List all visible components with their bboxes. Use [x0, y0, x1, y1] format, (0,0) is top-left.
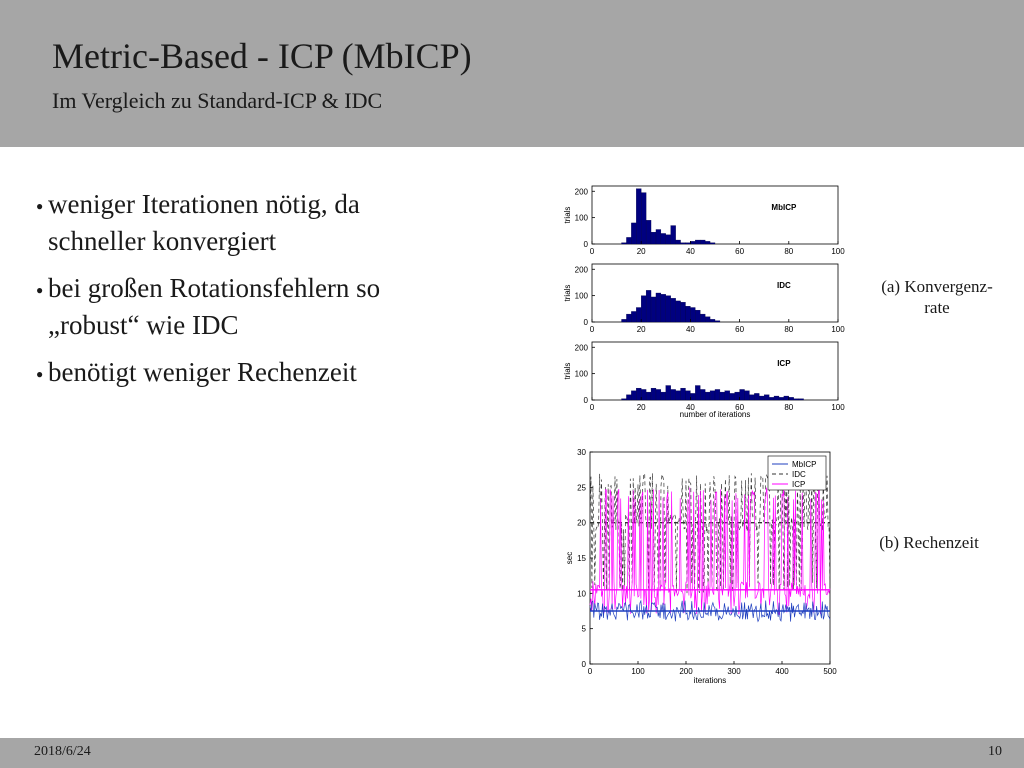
- series-line-icp: [590, 488, 830, 615]
- bullet-text: bei großen Rotationsfehlern so: [48, 273, 381, 303]
- histogram-bar: [730, 393, 735, 400]
- histogram-bar: [646, 290, 651, 322]
- histogram-bar: [794, 399, 799, 400]
- y-tick-label: 100: [574, 213, 588, 223]
- x-tick-label: 60: [735, 325, 745, 334]
- x-tick-label: 20: [636, 247, 646, 256]
- histogram-bar: [685, 306, 690, 322]
- histogram-bar: [666, 386, 671, 401]
- histogram-bar: [710, 391, 715, 400]
- histogram-bar: [705, 317, 710, 322]
- histogram-bar: [715, 321, 720, 322]
- histogram-bar: [641, 193, 646, 244]
- y-tick-label: 10: [577, 589, 586, 599]
- y-axis-label: trials: [563, 362, 572, 380]
- x-tick-label: 20: [636, 403, 646, 412]
- histogram-bar: [690, 241, 695, 244]
- bullet-text: weniger Iterationen nötig, da: [48, 189, 360, 219]
- x-tick-label: 60: [735, 403, 745, 412]
- histogram-bar: [725, 391, 730, 400]
- histogram-bar: [720, 392, 725, 400]
- histogram-bar: [676, 391, 681, 400]
- histogram-bar: [651, 388, 656, 400]
- bullet-item: [36, 270, 506, 344]
- slide-header: [0, 0, 1024, 147]
- bullet-text: schneller konvergiert: [48, 226, 277, 256]
- histogram-bar: [671, 389, 676, 400]
- histogram-bar: [700, 314, 705, 322]
- x-tick-label: 100: [831, 247, 845, 256]
- histogram-bar: [646, 220, 651, 244]
- legend-label: ICP: [792, 480, 806, 489]
- x-tick-label: 60: [735, 247, 745, 256]
- histogram-bar: [666, 296, 671, 322]
- caption-text: (b) Rechenzeit: [879, 533, 979, 552]
- histogram-bar: [690, 393, 695, 400]
- histogram-bar: [705, 392, 710, 400]
- bullet-list: [36, 186, 506, 403]
- histogram-bar: [784, 396, 789, 400]
- y-tick-label: 30: [577, 448, 586, 457]
- y-tick-label: 100: [574, 369, 588, 379]
- x-tick-label: 40: [685, 403, 695, 412]
- y-tick-label: 0: [583, 240, 588, 249]
- y-axis-label: trials: [563, 284, 572, 302]
- x-tick-label: 200: [679, 667, 693, 676]
- histogram-bar: [656, 230, 661, 245]
- histogram-bar: [651, 232, 656, 244]
- histogram-bar: [622, 319, 627, 322]
- histogram-bar: [676, 301, 681, 322]
- bullet-dot-icon: ●: [36, 367, 44, 381]
- histogram-bar: [661, 233, 666, 244]
- histogram-bar: [745, 391, 750, 400]
- legend-label: IDC: [792, 470, 806, 479]
- histogram-bar: [671, 226, 676, 244]
- histogram-bar: [631, 311, 636, 322]
- histogram-bar: [759, 396, 764, 400]
- histogram-bar: [631, 223, 636, 244]
- x-tick-label: 500: [823, 667, 837, 676]
- histogram-bar: [661, 392, 666, 400]
- x-tick-label: 100: [631, 667, 645, 676]
- histogram-bar: [631, 391, 636, 400]
- x-tick-label: 0: [589, 403, 595, 412]
- histogram-bar: [636, 308, 641, 323]
- histogram-panel-idc: [563, 264, 845, 334]
- histogram-bar: [656, 293, 661, 322]
- histogram-bar: [681, 302, 686, 322]
- histogram-panels: [556, 180, 856, 425]
- histogram-bar: [666, 235, 671, 244]
- histogram-bar: [715, 389, 720, 400]
- bullet-dot-icon: ●: [36, 199, 44, 213]
- x-tick-label: 300: [727, 667, 741, 676]
- histogram-bar: [695, 386, 700, 401]
- x-tick-label: 40: [685, 325, 695, 334]
- histogram-bar: [705, 241, 710, 244]
- histogram-bar: [685, 391, 690, 400]
- histogram-bar: [681, 243, 686, 244]
- caption-convergence: [862, 276, 1012, 318]
- y-tick-label: 0: [583, 396, 588, 405]
- footer-date: 2018/6/24: [34, 744, 91, 759]
- histogram-bar: [695, 310, 700, 322]
- y-tick-label: 200: [574, 265, 588, 275]
- histogram-bar: [690, 308, 695, 323]
- histogram-bar: [641, 389, 646, 400]
- caption-text: rate: [924, 298, 950, 317]
- bullet-item: [36, 354, 506, 393]
- histogram-bar: [641, 296, 646, 322]
- x-tick-label: 20: [636, 325, 646, 334]
- caption-text: (a) Konvergenz-: [881, 277, 993, 296]
- y-tick-label: 200: [574, 343, 588, 353]
- histogram-bar: [671, 298, 676, 322]
- histogram-bar: [626, 395, 631, 400]
- histogram-bar: [626, 237, 631, 244]
- panel-label: MbICP: [771, 203, 797, 212]
- caption-runtime: [856, 532, 1002, 553]
- histogram-bar: [735, 392, 740, 400]
- histogram-bar: [700, 240, 705, 244]
- x-tick-label: 0: [589, 325, 595, 334]
- y-tick-label: 25: [577, 483, 586, 493]
- y-tick-label: 100: [574, 291, 588, 301]
- plot-frame: [592, 186, 838, 244]
- histogram-bar: [769, 397, 774, 400]
- slide-subtitle: Im Vergleich zu Standard-ICP & IDC: [52, 88, 383, 113]
- histogram-bar: [636, 189, 641, 244]
- y-tick-label: 5: [581, 624, 586, 634]
- histogram-bar: [626, 314, 631, 322]
- panel-label: ICP: [777, 359, 791, 368]
- x-tick-label: 80: [784, 325, 794, 334]
- bullet-text: „robust“ wie IDC: [48, 310, 239, 340]
- histogram-bar: [651, 297, 656, 322]
- y-axis-label: trials: [563, 206, 572, 224]
- y-tick-label: 0: [583, 318, 588, 327]
- y-tick-label: 20: [577, 518, 586, 528]
- histogram-bar: [661, 294, 666, 322]
- runtime-line-chart: [556, 440, 846, 690]
- histogram-bar: [764, 395, 769, 400]
- x-tick-label: 40: [685, 247, 695, 256]
- x-axis-label: number of iterations: [679, 410, 751, 419]
- histogram-bar: [646, 392, 651, 400]
- chart-legend: [768, 456, 826, 490]
- x-tick-label: 0: [589, 247, 595, 256]
- histogram-bar: [754, 393, 759, 400]
- histogram-bar: [740, 389, 745, 400]
- histogram-bar: [636, 388, 641, 400]
- histogram-bar: [676, 240, 681, 244]
- histogram-bar: [774, 396, 779, 400]
- x-axis-label: iterations: [693, 676, 727, 685]
- slide-title: Metric-Based - ICP (MbICP): [52, 36, 472, 76]
- y-tick-label: 200: [574, 187, 588, 197]
- bullet-item: [36, 186, 506, 260]
- plot-frame: [592, 264, 838, 322]
- histogram-bar: [710, 319, 715, 322]
- histogram-bar: [695, 240, 700, 244]
- histogram-bar: [622, 399, 627, 400]
- y-axis-label: sec: [565, 551, 574, 565]
- x-tick-label: 100: [831, 325, 845, 334]
- histogram-panel-icp: [563, 342, 845, 419]
- histogram-bar: [799, 399, 804, 400]
- histogram-bar: [779, 397, 784, 400]
- histogram-panel-mbicp: [563, 186, 845, 256]
- histogram-bar: [710, 243, 715, 244]
- x-tick-label: 400: [775, 667, 789, 676]
- x-tick-label: 0: [587, 667, 593, 676]
- histogram-bar: [749, 395, 754, 400]
- histogram-bar: [656, 389, 661, 400]
- histogram-bar: [685, 243, 690, 244]
- y-tick-label: 0: [581, 660, 586, 669]
- panel-label: IDC: [776, 281, 791, 290]
- histogram-bar: [681, 388, 686, 400]
- histogram-bar: [622, 243, 627, 244]
- page-number: 10: [988, 744, 1002, 759]
- x-tick-label: 100: [831, 403, 845, 412]
- histogram-bar: [789, 397, 794, 400]
- legend-label: MbICP: [792, 460, 817, 469]
- x-tick-label: 80: [784, 247, 794, 256]
- histogram-bar: [700, 389, 705, 400]
- slide-footer: [0, 738, 1024, 768]
- bullet-dot-icon: ●: [36, 283, 44, 297]
- x-tick-label: 80: [784, 403, 794, 412]
- y-tick-label: 15: [577, 554, 586, 563]
- bullet-text: benötigt weniger Rechenzeit: [48, 357, 357, 387]
